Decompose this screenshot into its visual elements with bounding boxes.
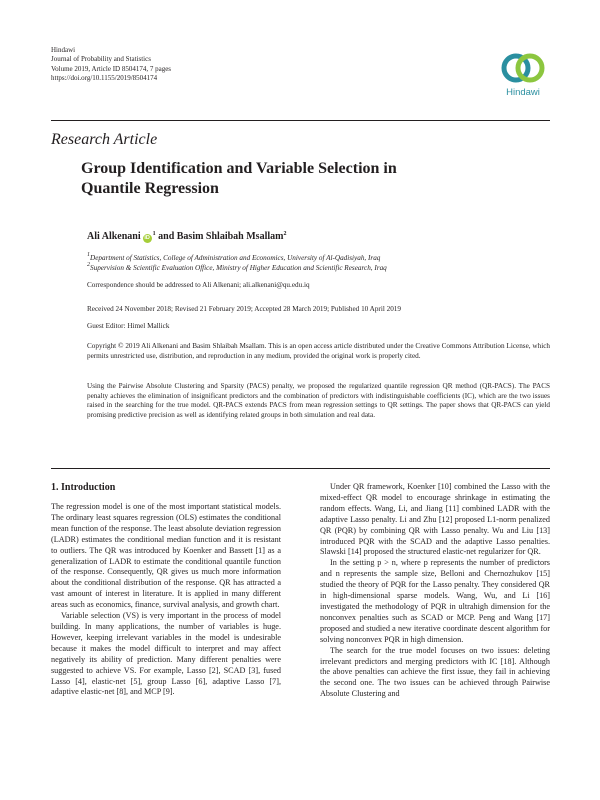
author-1[interactable]: Ali Alkenani — [87, 231, 141, 242]
paragraph: The regression model is one of the most important statistical models. The ordinary least squares regression (OLS) estimates the conditional mean function of the response. The least absolute deviation regression (LADR) estimates the conditional median function and it is resistant to outliers. The QR was introduced by Koenker and Bassett [1] as a generalization of LADR to estimate the conditional quantile function of the response. Consequently, QR gives us much more information about the conditional distribution of the response. QR has attracted a vast amount of interest in literature. It is applied in many different areas such as economics, finance, survival analysis, and growth chart. — [51, 502, 281, 610]
journal-header — [51, 46, 171, 83]
journal-name: Journal of Probability and Statistics — [51, 55, 151, 64]
orcid-icon[interactable]: iD — [144, 235, 150, 241]
affiliation-2-number: 2 — [87, 262, 90, 268]
copyright-notice: Copyright © 2019 Ali Alkenani and Basim Shlaibah Msallam. This is an open access article distributed under the Creative Commons Attribution License, which permits unrestricted use, distribution, and reproduction in any medium, provided the original work is properly cited. — [87, 342, 550, 360]
affiliation-2 — [87, 264, 387, 272]
author-list — [87, 231, 286, 243]
header-rule — [51, 120, 550, 121]
right-column — [320, 482, 550, 700]
article-type: Research Article — [51, 131, 158, 148]
affiliation-2-text: Supervision & Scientific Evaluation Office, Ministry of Higher Education and Scientific Research, Iraq — [90, 264, 387, 272]
abstract-separator — [51, 468, 550, 469]
title-line-1: Group Identification and Variable Selection in — [81, 160, 397, 177]
paragraph: The search for the true model focuses on two issues: deleting irrelevant predictors and merging predictors with IC [18]. Although the above penalties can achieve the first issue, they fail in achieving the second one. The two issues can be achieved through Pairwise Absolute Clustering and — [320, 645, 550, 699]
logo-text: Hindawi — [506, 87, 540, 98]
title-line-2: Quantile Regression — [81, 180, 219, 197]
publication-dates: Received 24 November 2018; Revised 21 February 2019; Accepted 28 March 2019; Published 10 April 2019 — [87, 305, 401, 313]
correspondence: Correspondence should be addressed to Ali Alkenani; ali.alkenani@qu.edu.iq — [87, 281, 310, 289]
affiliation-1 — [87, 254, 380, 262]
affiliation-1-text: Department of Statistics, College of Administration and Economics, University of Al-Qadisiyah, Iraq — [90, 254, 381, 262]
hindawi-logo — [496, 51, 550, 109]
guest-editor: Guest Editor: Himel Mallick — [87, 322, 170, 330]
hindawi-logo-icon — [496, 51, 550, 87]
article-title — [81, 159, 397, 199]
left-column — [51, 502, 281, 698]
volume-line: Volume 2019, Article ID 8504174, 7 pages — [51, 64, 172, 73]
paragraph: Variable selection (VS) is very important in the process of model building. In many applications, the number of variables is huge. However, keeping irrelevant variables in the model is undesirable because it makes the model difficult to interpret and may affect negatively its ability of prediction. Many different penalties were suggested to achieve VS. For example, Lasso [2], SCAD [3], fused Lasso [4], elastic-net [5], group Lasso [6], adaptive Lasso [7], adaptive elastic-net [8], and MCP [9]. — [51, 611, 281, 697]
abstract: Using the Pairwise Absolute Clustering and Sparsity (PACS) penalty, we proposed the regularized quantile regression QR method (QR-PACS). The PACS penalty achieves the elimination of insignificant predictors and the combination of predictors with indistinguishable coefficients (IC), which are the two issues raised in the searching for the true model. QR-PACS extends PACS from mean regression settings to QR settings. The paper shows that QR-PACS can yield promising predictive precision as well as identifying related groups in both simulation and real data. — [87, 382, 550, 419]
publisher-name: Hindawi — [51, 46, 76, 54]
paragraph: In the setting p > n, where p represents the number of predictors and n represents the sample size, Belloni and Chernozhukov [15] studied the theory of PQR for the Lasso penalty. They considered QR in high-dimensional sparse models. Wang, Wu, and Li [16] investigated the methodology of PQR in ultrahigh dimension for the nonconvex penalties such as SCAD or MCP. Peng and Wang [17] proposed and studied a new iterative coordinate descent algorithm for solving nonconvex PQR in high dimension. — [320, 558, 550, 644]
doi-link[interactable]: https://doi.org/10.1155/2019/8504174 — [51, 73, 158, 82]
author-2-affiliation: 2 — [283, 231, 287, 237]
section-heading: 1. Introduction — [51, 482, 116, 493]
author-1-affiliation: 1 — [152, 231, 156, 237]
paragraph: Under QR framework, Koenker [10] combined the Lasso with the mixed-effect QR model to encourage shrinkage in estimating the random effects. Wang, Li, and Jiang [11] combined LADR with the adaptive Lasso penalty. Li and Zhu [12] proposed L1-norm penalized QR (PQR) by combining QR with Lasso penalty. Wu and Liu [13] introduced PQR with the SCAD and the adaptive Lasso penalties. Slawski [14] proposed the structured elastic-net regularizer for QR. — [320, 482, 550, 557]
author-connector: and — [158, 231, 175, 242]
author-2[interactable]: Basim Shlaibah Msallam — [176, 231, 284, 242]
affiliation-1-number: 1 — [87, 252, 90, 258]
